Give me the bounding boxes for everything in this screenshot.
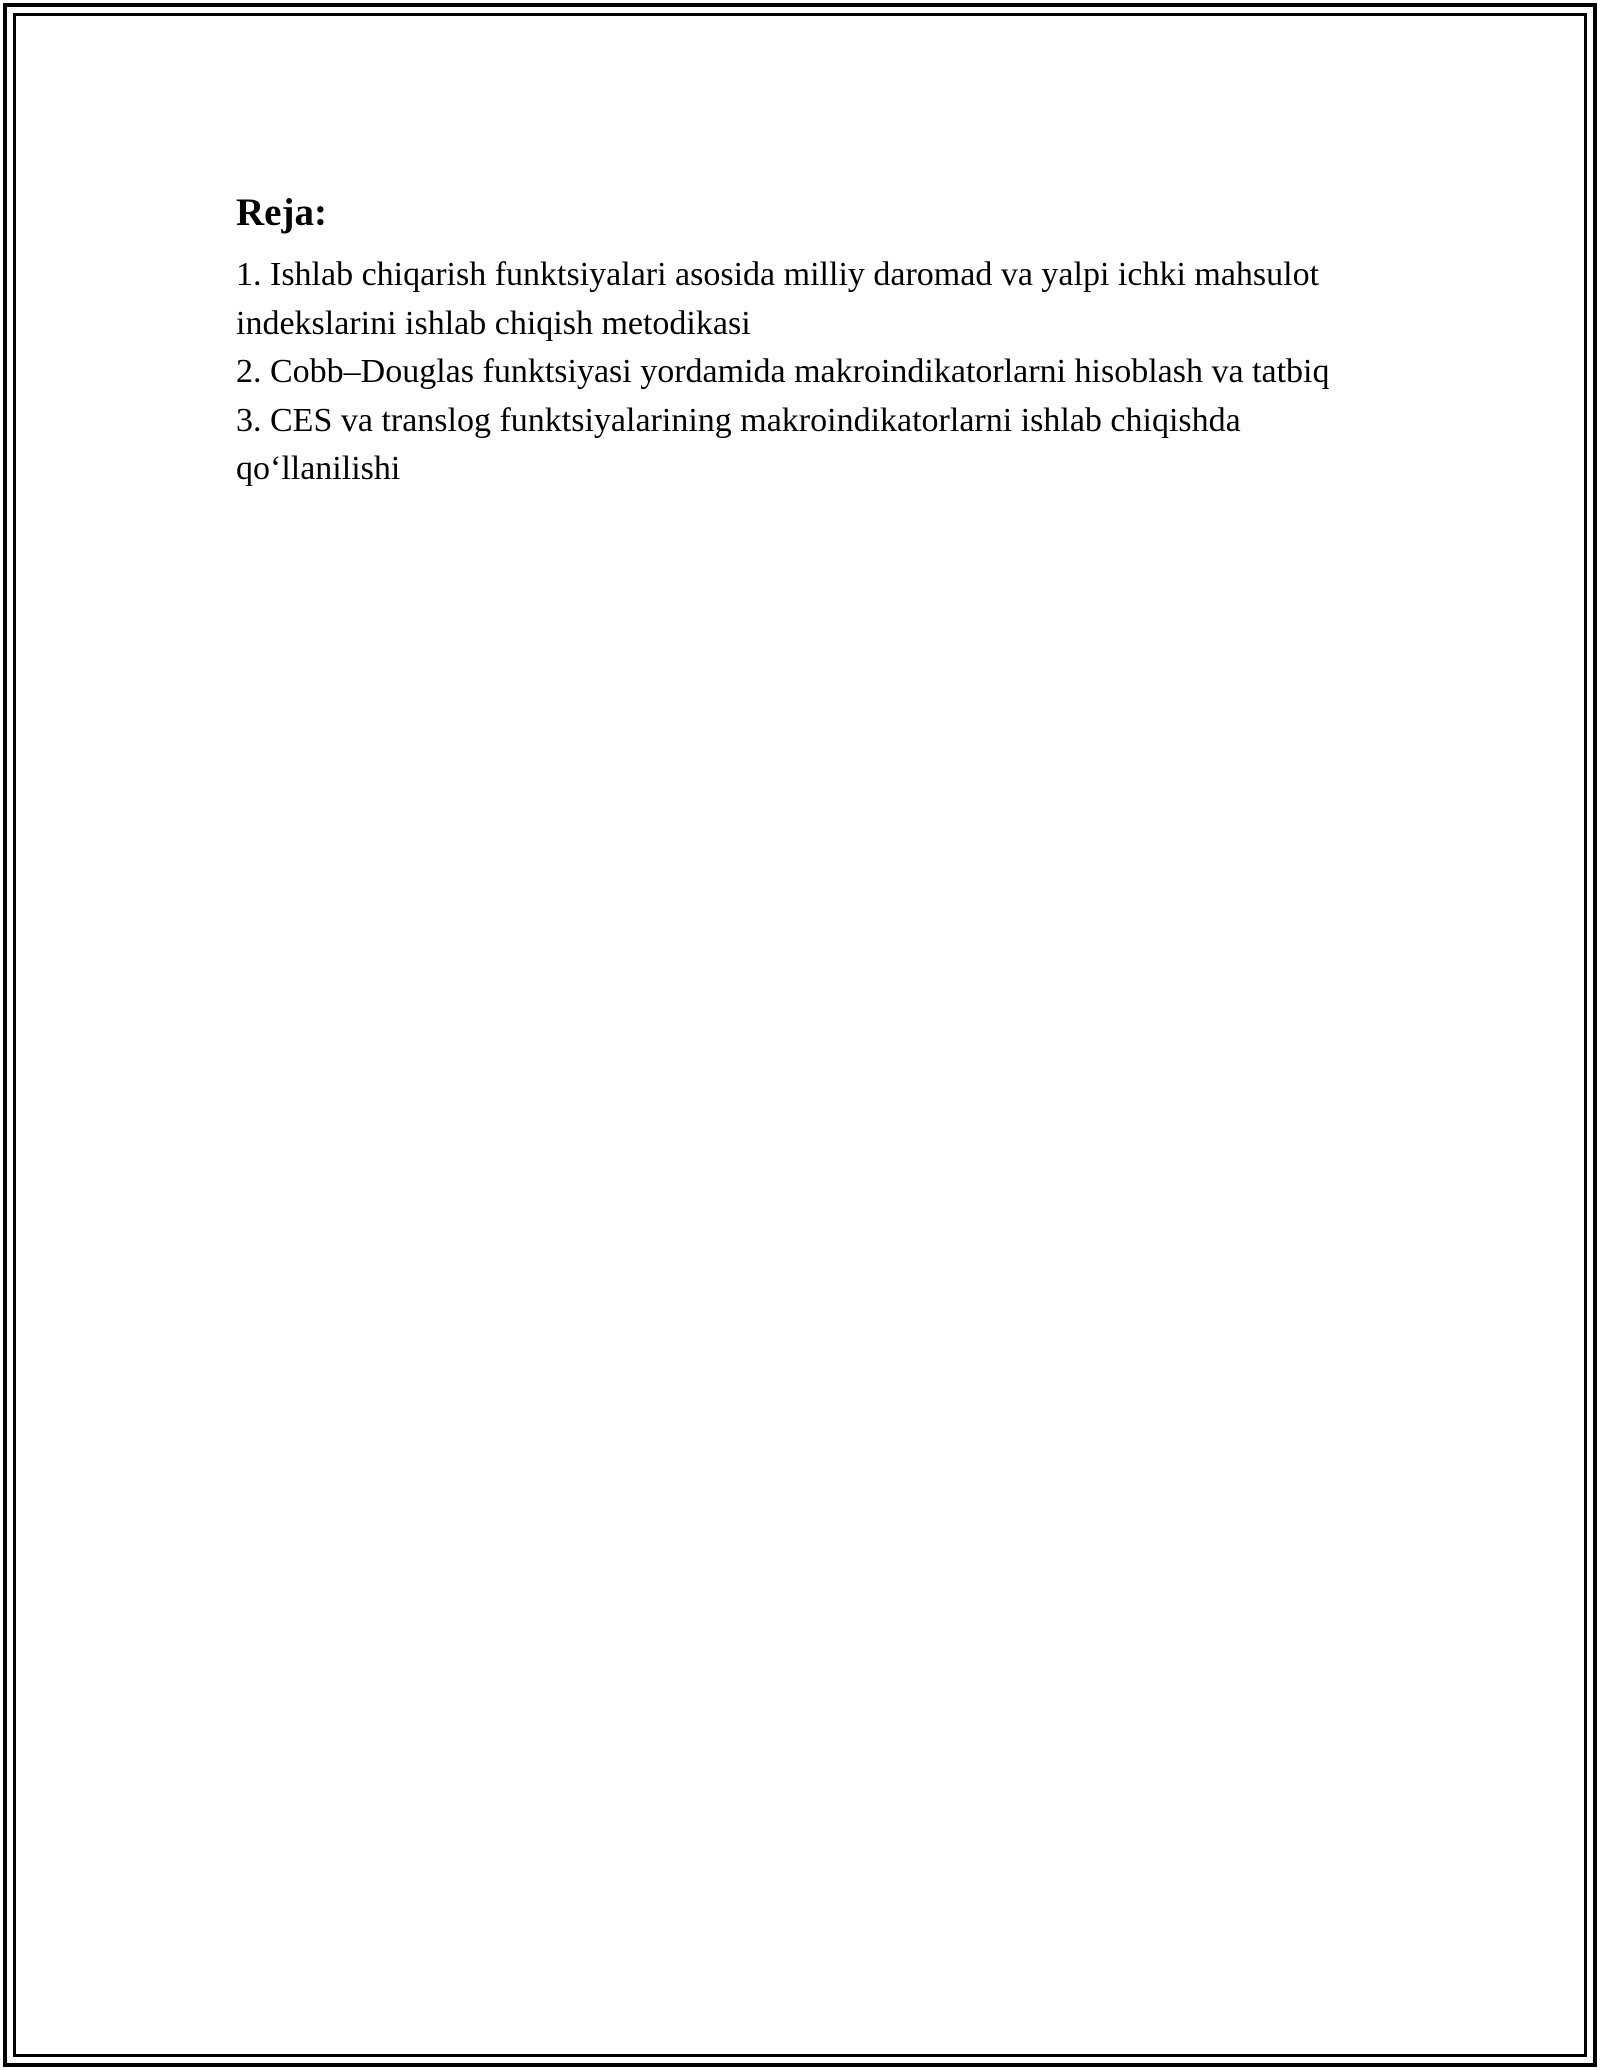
plan-item-1: 1. Ishlab chiqarish funktsiyalari asosida milliy daromad va yalpi ichki mahsulot indekslarini ishlab chiqish metodikasi bbox=[236, 256, 1320, 342]
plan-heading: Reja: bbox=[236, 191, 327, 234]
document-content bbox=[236, 183, 1366, 494]
plan-item-2: 2. Cobb–Douglas funktsiyasi yordamida makroindikatorlarni hisoblash va tatbiq bbox=[236, 353, 1330, 390]
plan-item-3: 3. CES va translog funktsiyalarining makroindikatorlarni ishlab chiqishda qo‘llanilishi bbox=[236, 401, 1241, 487]
plan-list bbox=[236, 251, 1366, 494]
